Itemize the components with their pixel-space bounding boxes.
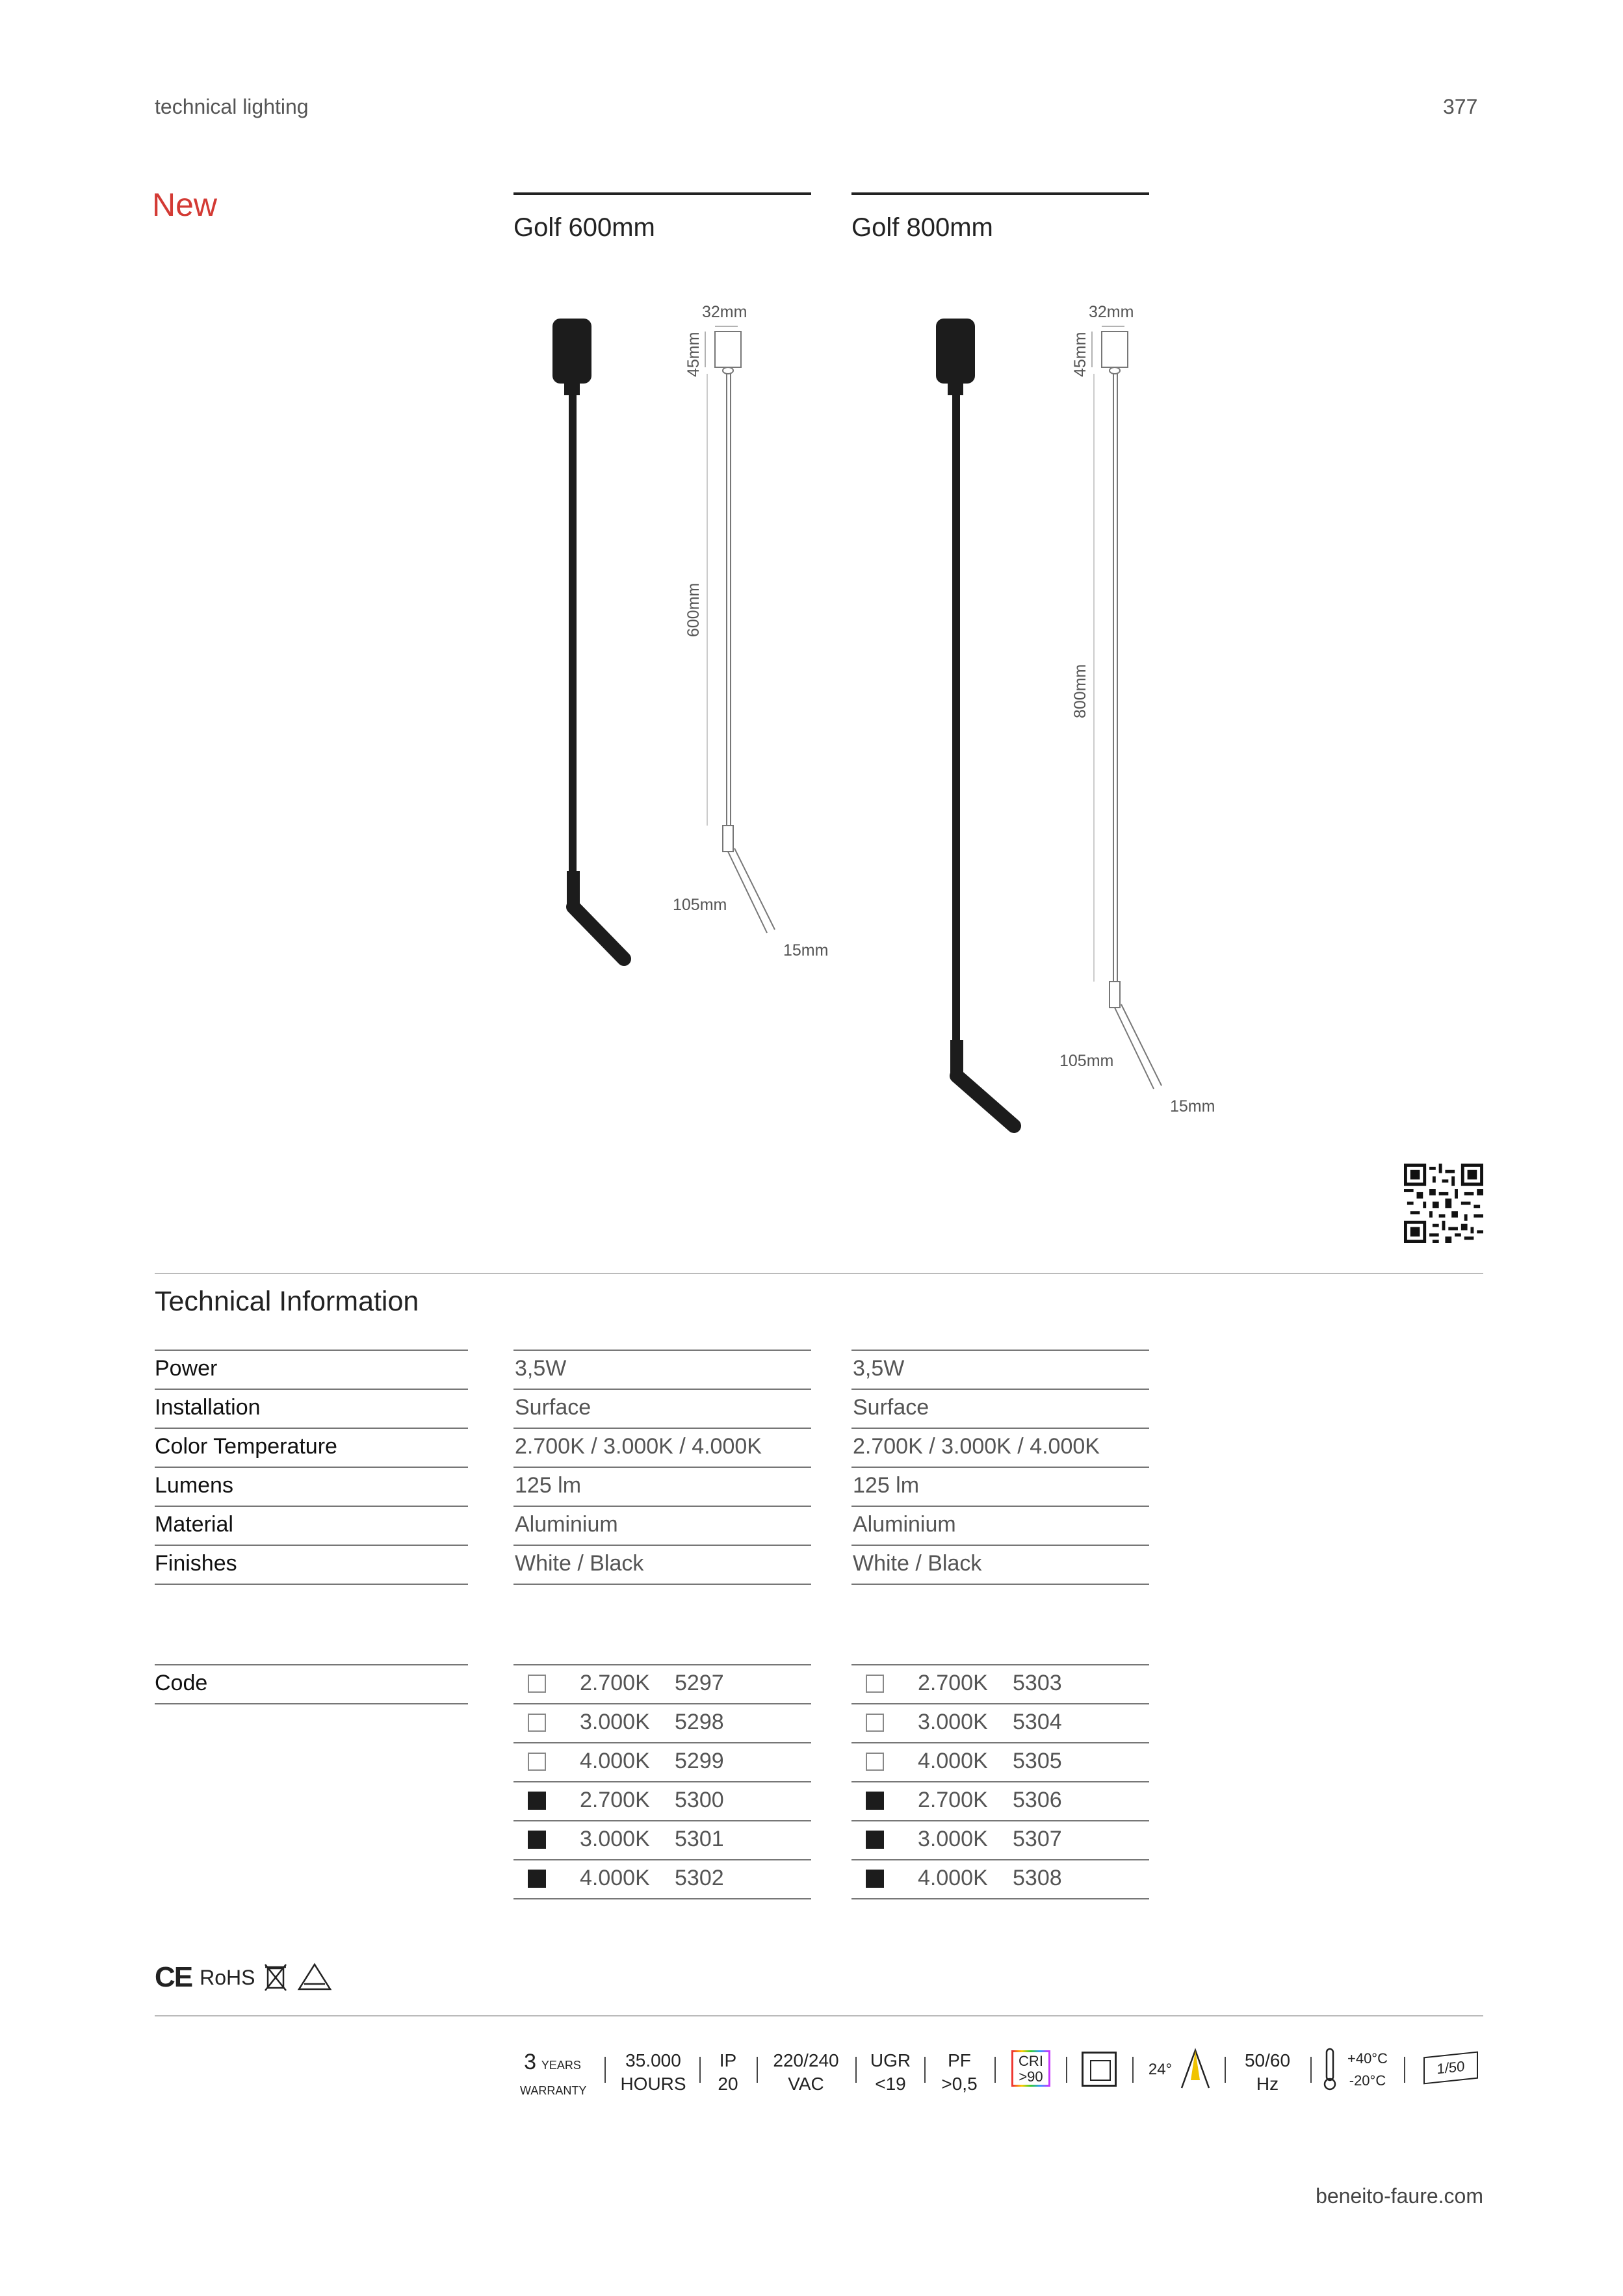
spec-label: Installation bbox=[155, 1395, 261, 1420]
spec-value-golf-800: Aluminium bbox=[853, 1512, 956, 1537]
temperature-min: -20°C bbox=[1349, 2072, 1386, 2089]
black-finish-swatch bbox=[866, 1831, 884, 1849]
eac-mark-icon bbox=[296, 1962, 333, 1993]
code-rule bbox=[513, 1742, 811, 1743]
frequency-value: 50/60 bbox=[1244, 2050, 1291, 2070]
spec-value-golf-600: 2.700K / 3.000K / 4.000K bbox=[515, 1434, 762, 1459]
black-finish-swatch bbox=[866, 1792, 884, 1810]
code-rule bbox=[513, 1859, 811, 1860]
table-rule bbox=[155, 1350, 468, 1351]
cri-label: CRI bbox=[1019, 2053, 1043, 2069]
section-label: technical lighting bbox=[155, 95, 309, 118]
lifetime-hours-spec bbox=[617, 2049, 689, 2096]
black-finish-swatch bbox=[528, 1792, 546, 1810]
code-rule bbox=[513, 1664, 811, 1665]
code-color-temp: 2.700K bbox=[918, 1788, 988, 1812]
table-rule bbox=[513, 1350, 811, 1351]
code-rule bbox=[851, 1742, 1149, 1743]
code-color-temp: 2.700K bbox=[580, 1671, 650, 1695]
product-code: 5304 bbox=[1013, 1710, 1062, 1734]
ip-value: 20 bbox=[718, 2074, 738, 2094]
spec-value-golf-600: Aluminium bbox=[515, 1512, 618, 1537]
code-rule bbox=[513, 1898, 811, 1899]
product-2-dimension-drawing bbox=[1046, 293, 1241, 1138]
product-2-rule bbox=[851, 192, 1149, 195]
white-finish-swatch bbox=[528, 1675, 546, 1693]
new-badge: New bbox=[152, 187, 218, 223]
code-rule bbox=[851, 1820, 1149, 1821]
white-finish-swatch bbox=[866, 1675, 884, 1693]
table-rule bbox=[851, 1506, 1149, 1507]
product-2-photo bbox=[916, 306, 1033, 1151]
pf-label: PF bbox=[948, 2050, 971, 2070]
warranty-years-number: 3 bbox=[524, 2050, 537, 2074]
warranty-label: WARRANTY bbox=[520, 2084, 587, 2097]
voltage-value: 220/240 bbox=[773, 2050, 839, 2070]
spec-label: Power bbox=[155, 1356, 218, 1381]
table-rule bbox=[513, 1506, 811, 1507]
product-code: 5299 bbox=[675, 1749, 724, 1773]
tech-info-title: Technical Information bbox=[155, 1286, 419, 1317]
code-rule bbox=[851, 1703, 1149, 1704]
beam-angle-icon bbox=[1179, 2048, 1212, 2091]
ugr-spec bbox=[864, 2049, 916, 2096]
p2-tip-label: 15mm bbox=[1170, 1097, 1215, 1115]
code-label-top-rule bbox=[155, 1664, 468, 1665]
qr-code[interactable] bbox=[1404, 1164, 1483, 1243]
table-rule bbox=[155, 1428, 468, 1429]
code-color-temp: 4.000K bbox=[918, 1749, 988, 1773]
ip-rating-spec bbox=[708, 2049, 747, 2096]
p2-length-label: 800mm bbox=[1071, 664, 1089, 718]
white-finish-swatch bbox=[528, 1714, 546, 1732]
voltage-unit: VAC bbox=[788, 2074, 824, 2094]
page-number: 377 bbox=[1443, 95, 1478, 118]
operating-temperature-spec bbox=[1342, 2048, 1394, 2092]
code-rule bbox=[851, 1859, 1149, 1860]
rohs-mark: RoHS bbox=[200, 1965, 255, 1989]
product-code: 5301 bbox=[675, 1827, 724, 1851]
code-color-temp: 4.000K bbox=[918, 1866, 988, 1890]
code-rule bbox=[513, 1703, 811, 1704]
code-rule bbox=[851, 1664, 1149, 1665]
p1-tip-label: 15mm bbox=[783, 941, 829, 959]
code-color-temp: 3.000K bbox=[580, 1827, 650, 1851]
code-label: Code bbox=[155, 1671, 208, 1695]
spec-value-golf-800: 2.700K / 3.000K / 4.000K bbox=[853, 1434, 1100, 1459]
code-rule bbox=[851, 1898, 1149, 1899]
code-color-temp: 2.700K bbox=[580, 1788, 650, 1812]
p2-top-width-label: 32mm bbox=[1089, 303, 1134, 321]
code-color-temp: 4.000K bbox=[580, 1866, 650, 1890]
table-rule bbox=[513, 1545, 811, 1546]
spec-label: Finishes bbox=[155, 1551, 237, 1576]
table-rule bbox=[155, 1584, 468, 1585]
beam-angle-value: 24° bbox=[1148, 2061, 1173, 2078]
section-divider bbox=[155, 1273, 1483, 1274]
spec-value-golf-600: 125 lm bbox=[515, 1473, 582, 1498]
black-finish-swatch bbox=[528, 1870, 546, 1888]
warranty-spec bbox=[520, 2050, 585, 2102]
product-code: 5298 bbox=[675, 1710, 724, 1734]
table-rule bbox=[851, 1584, 1149, 1585]
white-finish-swatch bbox=[866, 1714, 884, 1732]
white-finish-swatch bbox=[528, 1753, 546, 1771]
product-code: 5297 bbox=[675, 1671, 724, 1695]
spec-label: Material bbox=[155, 1512, 233, 1537]
p1-top-width-label: 32mm bbox=[702, 303, 747, 321]
table-rule bbox=[155, 1506, 468, 1507]
table-rule bbox=[851, 1467, 1149, 1468]
code-color-temp: 2.700K bbox=[918, 1671, 988, 1695]
voltage-spec bbox=[767, 2049, 845, 2096]
temperature-max: +40°C bbox=[1347, 2050, 1388, 2067]
spec-label: Lumens bbox=[155, 1473, 233, 1498]
cri-value: >90 bbox=[1019, 2068, 1043, 2085]
code-color-temp: 3.000K bbox=[918, 1710, 988, 1734]
table-rule bbox=[513, 1584, 811, 1585]
product-code: 5307 bbox=[1013, 1827, 1062, 1851]
table-rule bbox=[513, 1467, 811, 1468]
packaging-quantity: 1/50 bbox=[1436, 2057, 1465, 2078]
spec-value-golf-800: White / Black bbox=[853, 1551, 982, 1576]
ce-mark: CE bbox=[155, 1961, 192, 1993]
code-rule bbox=[851, 1781, 1149, 1782]
table-rule bbox=[851, 1350, 1149, 1351]
code-rule bbox=[513, 1820, 811, 1821]
product-2-title: Golf 800mm bbox=[851, 213, 993, 242]
product-code: 5302 bbox=[675, 1866, 724, 1890]
p1-arm-label: 105mm bbox=[673, 896, 727, 914]
product-1-photo bbox=[533, 306, 650, 975]
code-label-bottom-rule bbox=[155, 1703, 468, 1704]
spec-value-golf-600: White / Black bbox=[515, 1551, 644, 1576]
product-code: 5308 bbox=[1013, 1866, 1062, 1890]
p2-arm-label: 105mm bbox=[1059, 1052, 1114, 1070]
product-1-dimension-drawing bbox=[663, 293, 858, 982]
cri-icon bbox=[1011, 2050, 1050, 2087]
table-rule bbox=[851, 1545, 1149, 1546]
code-color-temp: 3.000K bbox=[580, 1710, 650, 1734]
black-finish-swatch bbox=[866, 1870, 884, 1888]
table-rule bbox=[155, 1545, 468, 1546]
ugr-label: UGR bbox=[870, 2050, 911, 2070]
table-rule bbox=[513, 1428, 811, 1429]
ugr-value: <19 bbox=[875, 2074, 906, 2094]
website-link[interactable]: beneito-faure.com bbox=[1316, 2184, 1483, 2208]
packaging-box-icon bbox=[1423, 2052, 1478, 2085]
thermometer-icon bbox=[1322, 2046, 1338, 2092]
p1-length-label: 600mm bbox=[684, 582, 703, 637]
table-rule bbox=[155, 1467, 468, 1468]
p1-top-height-label: 45mm bbox=[684, 332, 703, 377]
product-1-title: Golf 600mm bbox=[513, 213, 655, 242]
table-rule bbox=[513, 1389, 811, 1390]
code-color-temp: 3.000K bbox=[918, 1827, 988, 1851]
spec-value-golf-800: 3,5W bbox=[853, 1356, 905, 1381]
product-code: 5300 bbox=[675, 1788, 724, 1812]
hours-label: HOURS bbox=[620, 2074, 686, 2094]
spec-value-golf-800: Surface bbox=[853, 1395, 929, 1420]
warranty-years-unit: YEARS bbox=[541, 2059, 581, 2072]
footer-divider bbox=[155, 2015, 1483, 2016]
code-color-temp: 4.000K bbox=[580, 1749, 650, 1773]
certification-logos bbox=[155, 1963, 333, 1992]
table-rule bbox=[851, 1428, 1149, 1429]
table-rule bbox=[155, 1389, 468, 1390]
spec-value-golf-800: 125 lm bbox=[853, 1473, 920, 1498]
product-1-rule bbox=[513, 192, 811, 195]
spec-value-golf-600: 3,5W bbox=[515, 1356, 567, 1381]
hours-number: 35.000 bbox=[625, 2050, 681, 2070]
product-code: 5303 bbox=[1013, 1671, 1062, 1695]
product-code: 5306 bbox=[1013, 1788, 1062, 1812]
spec-value-golf-600: Surface bbox=[515, 1395, 591, 1420]
product-code: 5305 bbox=[1013, 1749, 1062, 1773]
white-finish-swatch bbox=[866, 1753, 884, 1771]
surface-mount-icon bbox=[1082, 2052, 1117, 2087]
ip-label: IP bbox=[719, 2050, 737, 2070]
spec-label: Color Temperature bbox=[155, 1434, 337, 1459]
frequency-spec bbox=[1235, 2049, 1300, 2096]
weee-bin-icon bbox=[263, 1962, 289, 1993]
table-rule bbox=[851, 1389, 1149, 1390]
black-finish-swatch bbox=[528, 1831, 546, 1849]
power-factor-spec bbox=[933, 2049, 985, 2096]
code-rule bbox=[513, 1781, 811, 1782]
pf-value: >0,5 bbox=[941, 2074, 978, 2094]
frequency-unit: Hz bbox=[1256, 2074, 1279, 2094]
p2-top-height-label: 45mm bbox=[1071, 332, 1089, 377]
